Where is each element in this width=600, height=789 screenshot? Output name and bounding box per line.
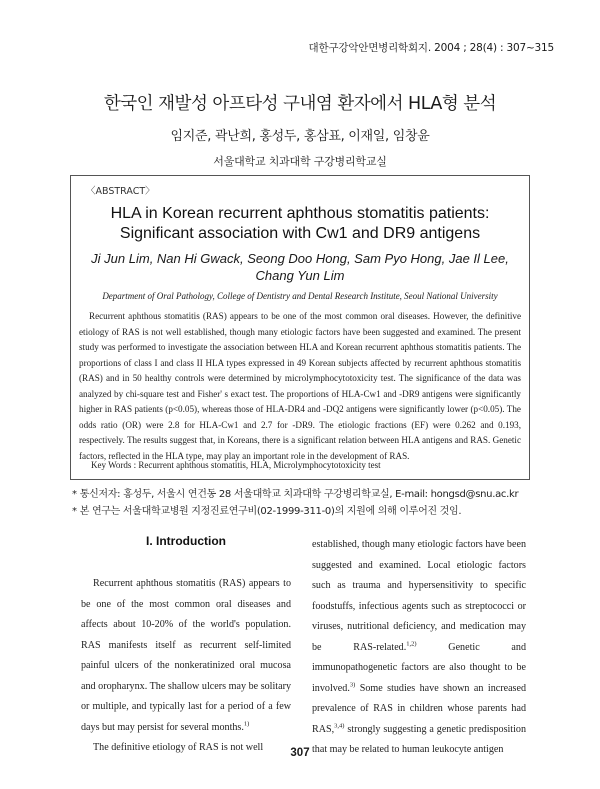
citation: 1,2)	[406, 640, 417, 648]
section-heading-introduction: I. Introduction	[146, 534, 226, 548]
citation: 3)	[349, 681, 356, 689]
footnote-mark: *	[72, 506, 77, 517]
english-affiliation: Department of Oral Pathology, College of Dentistry and Dental Research Institute, Seoul National University	[102, 291, 498, 301]
english-authors-line-2: Chang Yun Lim	[255, 268, 345, 283]
paragraph-text: established, though many etiologic factors have been suggested and examined. Local etiologic factors such as trauma and hypersensitivity to specific foodstuffs, infectious agents such as streptococci or viruses, nutritional deficiency, and medication may be RAS-related.	[312, 539, 526, 653]
english-authors	[80, 250, 520, 284]
paragraph: The definitive etiology of RAS is not well	[93, 742, 264, 753]
abstract-label: 〈ABSTRACT〉	[86, 186, 155, 197]
korean-affiliation: 서울대학교 치과대학 구강병리학교실	[213, 155, 387, 168]
left-column	[81, 574, 291, 759]
paragraph	[81, 574, 291, 738]
paragraph-text: Genetic and immunopathogenetic factors are also thought to be involved.	[312, 641, 526, 694]
journal-citation: 대한구강악안면병리학회지. 2004 ; 28(4) : 307~315	[308, 42, 554, 54]
right-column	[312, 535, 526, 761]
paragraph-text: Recurrent aphthous stomatitis (RAS) appears to be one of the most common oral diseases and affects about 10-20% of the world's population. RAS manifests itself as recurrent self-limited painful ulcers of the nonkeratinized oral mucosa and oropharynx. The shallow ulcers may be solitary or multiple, and typically last for a period of a few days but may persist for several months.	[81, 578, 291, 733]
footnote-mark: *	[72, 489, 77, 500]
footnote-text: 통신저자: 홍성두, 서울시 연건동 28 서울대학교 치과대학 구강병리학교실, E-mail: hongsd@snu.ac.kr	[79, 489, 519, 500]
english-title-line-2: Significant association with Cw1 and DR9 antigens	[119, 225, 481, 242]
citation: 1)	[243, 720, 250, 728]
paragraph-text: Some studies have shown an increased prevalence of RAS in children whose parents had RAS,	[312, 682, 526, 735]
citation: 3,4)	[334, 722, 345, 730]
korean-title: 한국인 재발성 아프타성 구내염 환자에서 HLA형 분석	[103, 94, 497, 114]
english-title-line-1: HLA in Korean recurrent aphthous stomatitis patients:	[110, 205, 490, 222]
abstract-body: Recurrent aphthous stomatitis (RAS) appears to be one of the most common oral diseases. However, the definitive etiology of RAS is not well established, though many etiologic factors have been suggested and examined. The present study was performed to investigate the association between HLA and Korean recurrent aphthous stomatitis patients. The proportions of class I and class II HLA types expressed in 49 Korean subjects affected by recurrent aphthous stomatitis (RAS) and in 50 healthy controls were determined by microlymphocytotoxicity test. The significance of the data was analyzed by chi-square test and Fisher' s exact test. The proportions of HLA-Cw1 and -DR9 antigens were significantly higher in RAS patients (p<0.05), whereas those of HLA-DR4 and -DQ2 antigens were significantly lower (p<0.05). The odds ratio (OR) were 2.8 for HLA-Cw1 and 2.7 for -DR9. The etiologic fractions (EF) were 0.262 and 0.193, respectively. The results suggest that, in Koreans, there is a significant relation between HLA antigens and RAS. Genetic factors, reflected in the HLA type, may play an important role in the development of RAS.	[79, 311, 521, 461]
footnote-corresponding-author	[72, 485, 518, 500]
english-authors-line-1: Ji Jun Lim, Nan Hi Gwack, Seong Doo Hong, Sam Pyo Hong, Jae Il Lee,	[91, 251, 509, 266]
paragraph-text: strongly suggesting a genetic predisposition that may be related to human leukocyte antigen	[312, 723, 526, 755]
keywords: Key Words : Recurrent aphthous stomatitis, HLA, Microlymphocytotoxicity test	[91, 460, 381, 470]
page-number: 307	[290, 747, 310, 759]
korean-authors: 임지준, 곽난희, 홍성두, 홍삼표, 이재일, 임창윤	[170, 129, 430, 144]
footnote-text: 본 연구는 서울대학교병원 지정진료연구비(02-1999-311-0)의 지원에 의해 이루어진 것임.	[79, 506, 462, 517]
paragraph	[312, 535, 526, 761]
english-title	[80, 204, 520, 244]
footnote-funding	[72, 502, 461, 517]
